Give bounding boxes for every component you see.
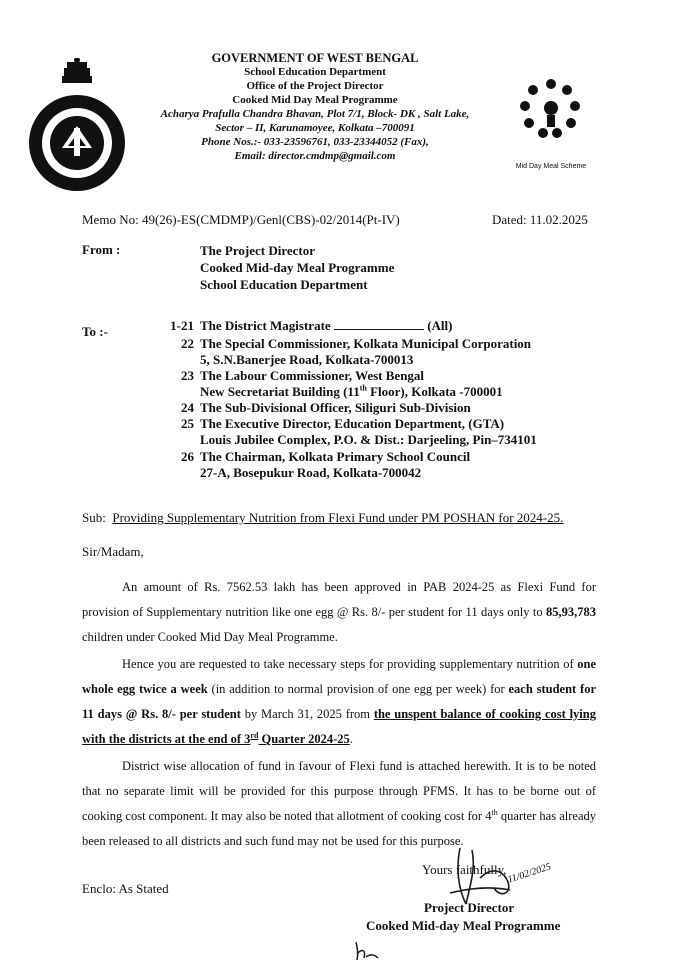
from-label: From :	[82, 242, 121, 257]
recipient-address: Louis Jubilee Complex, P.O. & Dist.: Darjeeling, Pin–734101	[200, 432, 537, 447]
recipient-name: The Chairman, Kolkata Primary School Council	[200, 449, 471, 464]
para-text: (in addition to normal provision of one egg per week) for	[207, 682, 509, 696]
phone-numbers: Phone Nos.:- 033-23596761, 033-23344052 (Fax),	[201, 136, 429, 148]
paragraph-2	[82, 652, 596, 752]
department-name: School Education Department	[244, 66, 386, 78]
para-text: by March 31, 2025 from	[240, 707, 374, 721]
recipient-number: 26	[181, 449, 194, 464]
initial-mark	[352, 940, 382, 962]
to-label: To :-	[82, 324, 108, 339]
subject-label: Sub:	[82, 510, 106, 525]
signature-office: Cooked Mid-day Meal Programme	[366, 918, 561, 933]
address-line-1: Acharya Prafulla Chandra Bhavan, Plot 7/1, Block- DK , Salt Lake,	[160, 108, 470, 120]
para-bold-underline: the unspent balance of cooking cost lying with the districts at the end of 3	[82, 707, 596, 746]
government-title: GOVERNMENT OF WEST BENGAL	[211, 51, 419, 65]
memo-number: Memo No: 49(26)-ES(CMDMP)/Genl(CBS)-02/2014(Pt-IV)	[82, 212, 400, 227]
superscript: th	[491, 807, 498, 817]
address-line-2: Sector – II, Karunamoyee, Kolkata –700091	[215, 122, 415, 134]
signature-date: 11/02/2025	[506, 861, 553, 886]
recipient-name: The Labour Commissioner, West Bengal	[200, 368, 425, 383]
para-text: District wise allocation of fund in favour of Flexi fund is attached herewith. It is to be noted that no separate limit will be provided for this purpose through PFMS. It has to be borne out of cooking cost component. It may also be noted that allotment of cooking cost for 4	[82, 759, 596, 823]
recipient-number: 22	[181, 336, 194, 351]
recipient-number: 23	[181, 368, 194, 383]
superscript: rd	[250, 730, 259, 740]
recipient-address: 5, S.N.Banerjee Road, Kolkata-700013	[200, 352, 414, 367]
recipient-name: The Executive Director, Education Department, (GTA)	[200, 416, 505, 431]
paragraph-1	[82, 575, 596, 650]
superscript: th	[359, 383, 367, 393]
recipient-name: The Sub-Divisional Officer, Siliguri Sub-Division	[200, 400, 471, 415]
blank-line	[334, 319, 424, 330]
recipient-suffix: (All)	[423, 318, 453, 333]
programme-name: Cooked Mid Day Meal Programme	[232, 94, 398, 106]
para-text: quarter has already been released to all districts and such fund may not be used for this purpose.	[82, 809, 596, 848]
para-bold: one whole egg twice a week	[82, 657, 596, 696]
recipient-number: 25	[181, 416, 194, 431]
west-bengal-emblem	[22, 58, 132, 204]
enclosure: Enclo: As Stated	[82, 881, 169, 896]
recipient-number: 1-21	[170, 318, 194, 333]
recipient-address: 27-A, Bosepukur Road, Kolkata-700042	[200, 465, 422, 480]
designation: Project Director	[424, 900, 515, 915]
closing: Yours faithfully,	[422, 862, 507, 877]
recipient-name: The District Magistrate	[200, 318, 334, 333]
subject-line	[82, 510, 563, 526]
salutation: Sir/Madam,	[82, 544, 144, 559]
from-line: Cooked Mid-day Meal Programme	[200, 260, 395, 275]
letter-body	[82, 575, 596, 854]
from-line: School Education Department	[200, 277, 368, 292]
recipient-number: 24	[181, 400, 194, 415]
email-address: Email: director.cmdmp@gmail.com	[234, 150, 396, 162]
recipient-name: The Special Commissioner, Kolkata Municipal Corporation	[200, 336, 532, 351]
memo-date: Dated: 11.02.2025	[492, 212, 588, 227]
from-block	[200, 242, 394, 293]
para-text: children under Cooked Mid Day Meal Programme.	[82, 630, 338, 644]
para-bold: each student for 11 days @ Rs. 8/- per student	[82, 682, 596, 721]
recipient-address-cont: Floor), Kolkata -700001	[366, 384, 503, 399]
para-text: An amount of Rs. 7562.53 lakh has been approved in PAB 2024-25 as Flexi Fund for provision of Supplementary nutrition like one egg @ Rs. 8/- per student for 11 days only to	[82, 580, 596, 619]
mid-day-meal-logo	[515, 78, 587, 164]
letterhead	[150, 51, 480, 163]
para-text: Hence you are requested to take necessary steps for providing supplementary nutrition of	[122, 657, 578, 671]
logo-caption: Mid Day Meal Scheme	[515, 163, 587, 170]
children-count: 85,93,783	[546, 605, 596, 619]
para-text: .	[349, 732, 353, 746]
subject-text: Providing Supplementary Nutrition from Flexi Fund under PM POSHAN for 2024-25.	[112, 510, 564, 525]
recipient-address: New Secretariat Building (11	[200, 384, 360, 399]
para-bold-underline: Quarter 2024-25	[258, 732, 350, 746]
office-name: Office of the Project Director	[246, 80, 384, 92]
from-line: The Project Director	[200, 243, 316, 258]
